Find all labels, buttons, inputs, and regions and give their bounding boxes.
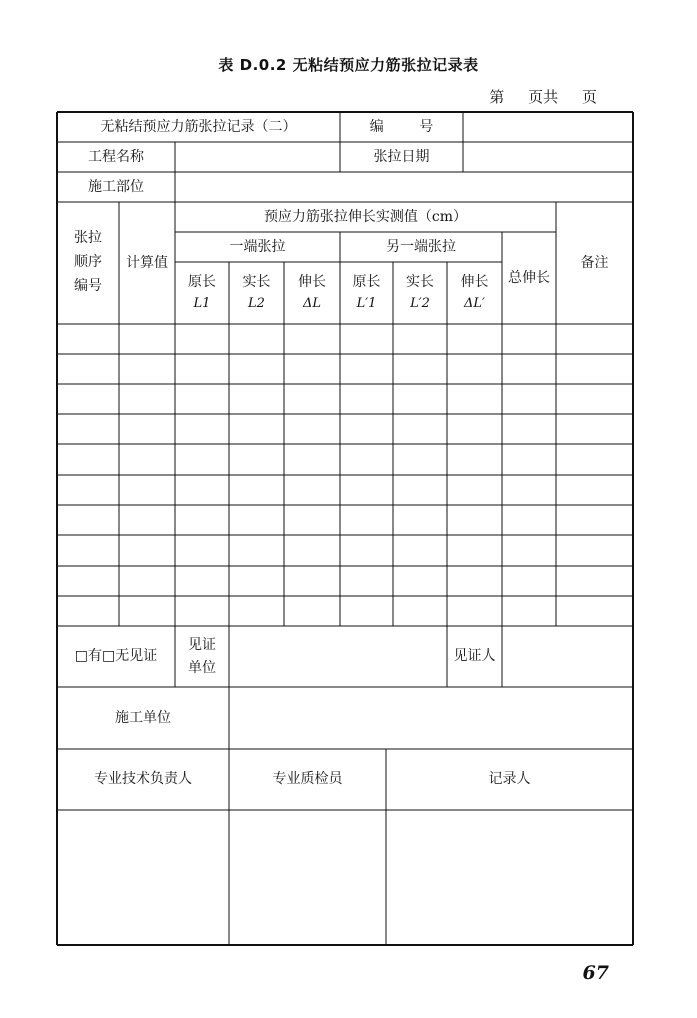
recorder-signature-field[interactable] [386,810,633,945]
sym-dL: ΔL [302,295,322,311]
date-label: 张拉日期 [373,148,430,165]
table-row[interactable] [57,566,633,596]
page-number: 67 [582,962,609,984]
sym-L2: L2 [248,295,265,311]
elong-header-1 [284,264,340,322]
measured-group-header: 预应力筋张拉伸长实测值（cm） [263,208,468,225]
number-field[interactable] [463,112,633,142]
calc-header: 计算值 [126,254,168,271]
record-name: 无粘结预应力筋张拉记录（二） [100,118,297,135]
table-row[interactable] [57,505,633,535]
tech-lead-label: 专业技术负责人 [94,771,192,788]
end-one-header: 一端张拉 [229,238,286,255]
actual-len-header-2 [393,264,447,322]
sym-L1p: L′1 [356,295,377,311]
number-label: 编 号 [369,118,434,135]
elong-header-2 [447,264,502,322]
sym-L1: L1 [193,295,211,311]
quality-inspector-signature-field[interactable] [229,810,386,945]
table-row[interactable] [57,444,633,475]
page-info-suffix: 页 [581,88,597,106]
construction-unit-field[interactable] [229,687,633,749]
actual-len-label-2: 实长 [406,274,434,291]
date-field[interactable] [463,142,633,172]
table-row[interactable] [57,535,633,566]
table-row[interactable] [57,414,633,444]
table-row[interactable] [57,384,633,414]
seq-header: 张拉 顺序 编号 [74,230,102,294]
end-other-header: 另一端张拉 [386,238,456,255]
table-title: 表 D.0.2 无粘结预应力筋张拉记录表 [218,56,479,74]
part-field[interactable] [175,172,633,202]
witness-person-label: 见证人 [453,648,496,665]
remark-header: 备注 [580,254,609,271]
table-row[interactable] [57,354,633,384]
project-field[interactable] [175,142,340,172]
orig-len-header-1 [175,264,229,322]
elong-label-2: 伸长 [460,274,489,291]
witness-person-field[interactable] [502,626,633,687]
table-row[interactable] [57,596,633,626]
elong-label-1: 伸长 [298,274,326,291]
orig-len-header-2 [340,264,393,322]
sym-dLp: ΔL′ [464,295,485,311]
page-info-middle: 页共 [528,88,559,106]
construction-unit-label: 施工单位 [115,709,171,726]
sym-L2p: L′2 [410,295,430,311]
witness-unit-label: 见证 单位 [188,637,216,676]
tech-lead-signature-field[interactable] [57,810,229,945]
actual-len-label-1: 实长 [242,274,271,291]
page-info-prefix: 第 [489,88,505,106]
project-label: 工程名称 [88,148,144,165]
part-label: 施工部位 [88,178,144,195]
total-header: 总伸长 [508,269,550,286]
quality-inspector-label: 专业质检员 [272,771,343,788]
witness-unit-field[interactable] [229,626,447,687]
actual-len-header-1 [229,264,284,322]
orig-len-label-1: 原长 [188,274,216,291]
orig-len-label-2: 原长 [352,274,381,291]
witness-checkbox-label[interactable]: □有□无见证 [74,648,158,665]
recorder-label: 记录人 [488,771,531,788]
table-row[interactable] [57,475,633,505]
table-row[interactable] [57,324,633,354]
